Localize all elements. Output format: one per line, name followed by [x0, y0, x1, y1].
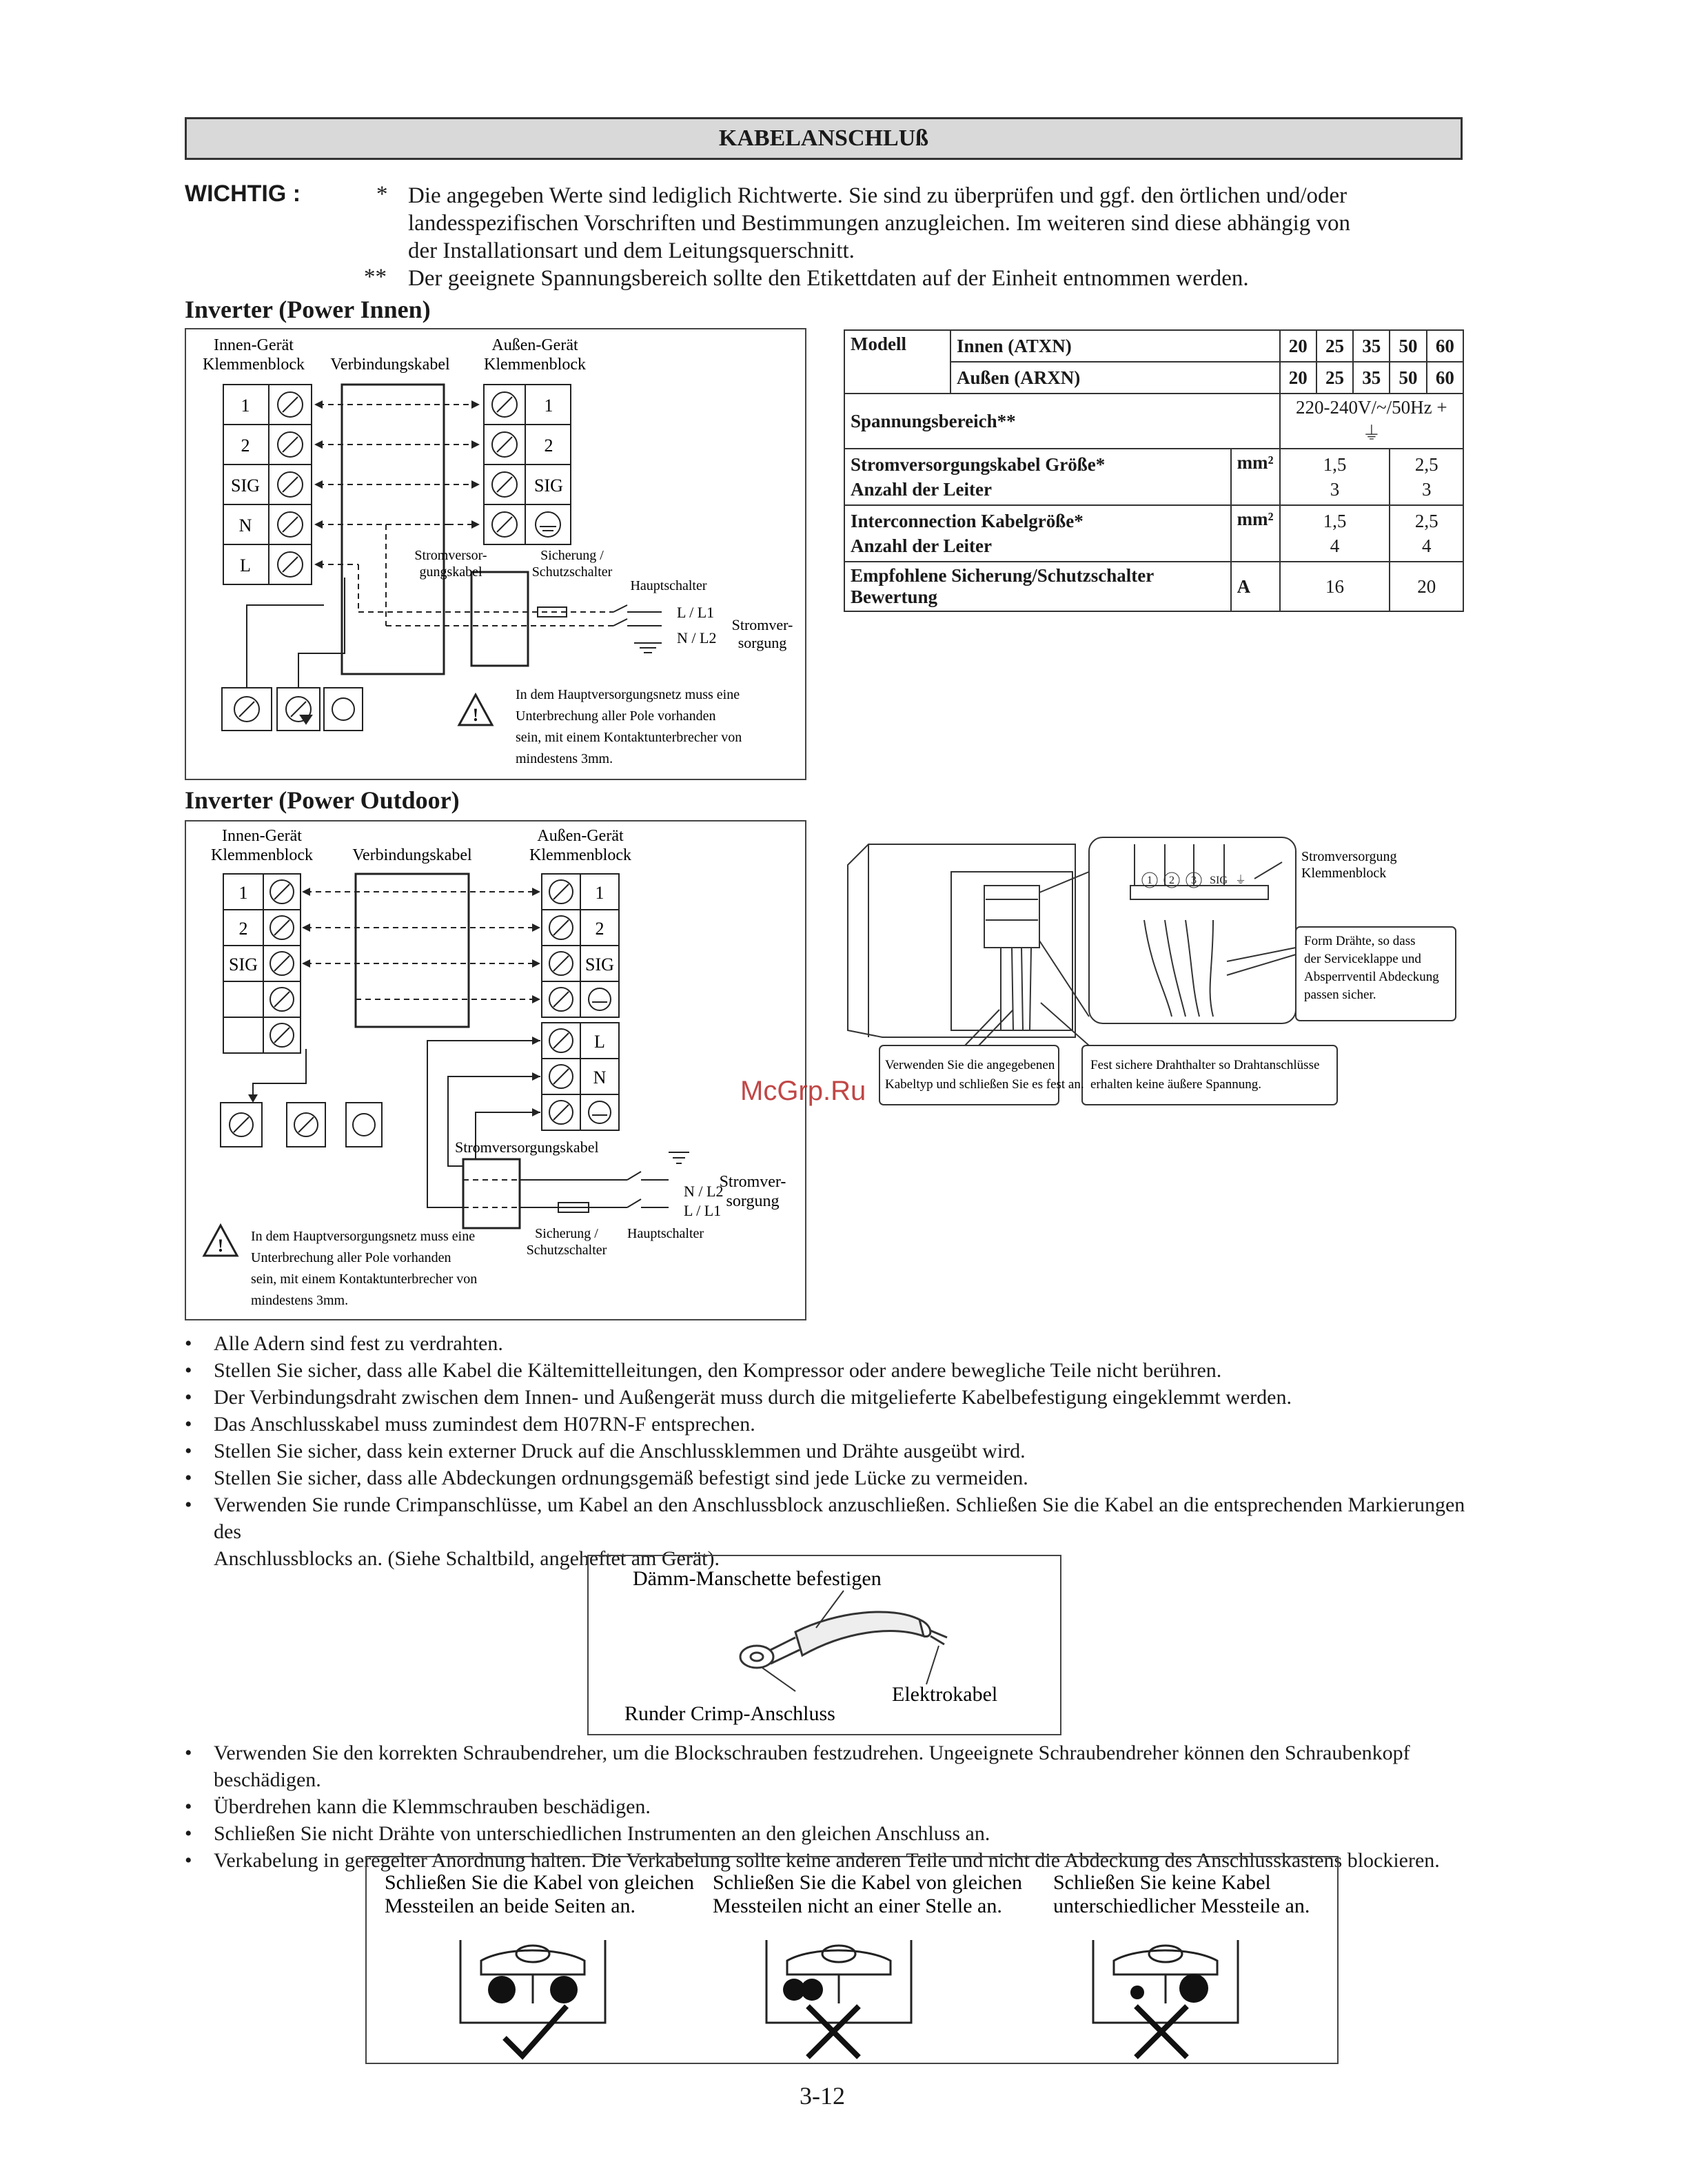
- photo-tag-3: 3: [1191, 875, 1197, 886]
- terminal-l-label: L: [240, 555, 251, 575]
- fuse-large: 20: [1390, 562, 1463, 611]
- warning-icon: !: [472, 705, 479, 725]
- power-unit: mm²: [1231, 449, 1280, 505]
- power-cable-label: Stromversor-gungskabel: [414, 548, 487, 580]
- out-size-25: 25: [1316, 362, 1353, 394]
- indoor-row-label: Innen (ATXN): [950, 330, 1280, 362]
- crimp-sleeve-label: Dämm-Manschette befestigen: [633, 1567, 882, 1590]
- watermark: McGrp.Ru: [740, 1076, 866, 1106]
- inter-size-label: Interconnection Kabelgröße*: [851, 511, 1084, 531]
- bullet-crimp-line2: Anschlussblocks an. (Siehe Schaltbild, angeheftet am Gerät).: [214, 1547, 720, 1570]
- terminal-n-label: N: [238, 516, 252, 535]
- out-terminal-2-label: 2: [544, 436, 553, 456]
- o-power-l: L: [594, 1032, 605, 1052]
- photo-tag-1: 1: [1147, 875, 1152, 886]
- note1-line3: der Installationsart und dem Leitungsquerschnitt.: [408, 238, 855, 263]
- o-n-l2-label: N / L2: [684, 1183, 724, 1200]
- crimp-cable-label: Elektrokabel: [892, 1683, 998, 1706]
- size-60: 60: [1427, 330, 1463, 362]
- main-switch-label: Hauptschalter: [630, 578, 707, 593]
- note1-mark: *: [376, 182, 388, 207]
- power-cable-row-label: [844, 449, 1231, 505]
- list-item: • Verkabelung in geregelter Anordnung halten. Die Verkabelung sollte keine anderen Teile und nicht die Abdeckung des Anschlusskastens blockieren.: [185, 1847, 1467, 1874]
- crimp-illustration: [587, 1555, 1061, 1735]
- power-supply-label: Stromver-sorgung: [731, 616, 793, 651]
- outdoor-wiring-svg: [186, 821, 805, 1319]
- power-large-values: [1390, 449, 1463, 505]
- bullet-crimp-line1: Verwenden Sie runde Crimpanschlüsse, um Kabel an den Anschlussblock anzuschließen. Schließen Sie die Kabel an die entsprechenden Markierungen des: [214, 1493, 1465, 1543]
- list-item: • Überdrehen kann die Klemmschrauben beschädigen.: [185, 1793, 1467, 1820]
- list-item: • Stellen Sie sicher, dass kein externer Druck auf die Anschlussklemmen und Drähte ausgeübt wird.: [185, 1438, 1467, 1464]
- compare-3-line1: Schließen Sie keine Kabel: [1053, 1871, 1271, 1894]
- outdoor-block-label: Außen-Gerät Klemmenblock: [484, 336, 586, 374]
- o-main-switch-label: Hauptschalter: [627, 1226, 704, 1241]
- o-terminal-sig: SIG: [229, 955, 258, 974]
- o-out-terminal-sig: SIG: [585, 955, 614, 974]
- inter-small-values: [1280, 505, 1390, 562]
- size-35: 35: [1353, 330, 1390, 362]
- size-25: 25: [1316, 330, 1353, 362]
- voltage-label: Spannungsbereich**: [844, 394, 1280, 449]
- page-number: 3-12: [800, 2082, 845, 2110]
- compare-2-line2: Messteilen nicht an einer Stelle an.: [713, 1895, 1002, 1917]
- photo-callout-use: Verwenden Sie die angegebenen Kabeltyp und schließen Sie es fest an.: [885, 1058, 1084, 1092]
- compare-1-line2: Messteilen an beide Seiten an.: [385, 1895, 636, 1917]
- list-item: • Schließen Sie nicht Drähte von unterschiedlichen Instrumenten an den gleichen Anschluss an.: [185, 1820, 1467, 1847]
- photo-tag-sig: SIG: [1210, 875, 1228, 886]
- bullet-text: Das Anschlusskabel muss zumindest dem H07RN-F entsprechen.: [214, 1413, 755, 1436]
- terminal-2-label: 2: [241, 436, 250, 456]
- bullet-text: Alle Adern sind fest zu verdrahten.: [214, 1332, 503, 1355]
- connection-comparison: [365, 1856, 1339, 2064]
- out-size-50: 50: [1390, 362, 1426, 394]
- power-cable-large: 2,5: [1414, 454, 1438, 475]
- bullet-list-1: [185, 1330, 1467, 1572]
- outdoor-warning-text: In dem Hauptversorgungsnetz muss eine Unterbrechung aller Pole vorhanden sein, mit einem Kontaktunterbrecher von mindestens 3mm.: [251, 1229, 478, 1308]
- spec-table: [844, 329, 1464, 612]
- out-connecting-cable-label: Verbindungskabel: [352, 846, 472, 864]
- power-cable-size-label: Stromversorgungskabel Größe*: [851, 454, 1106, 475]
- inter-leiter-large: 4: [1421, 535, 1432, 556]
- check-icon: [505, 2006, 567, 2056]
- bullet-text: Schließen Sie nicht Drähte von unterschiedlichen Instrumenten an den gleichen Anschluss an.: [214, 1822, 990, 1845]
- important-label: WICHTIG :: [185, 181, 301, 207]
- size-50: 50: [1390, 330, 1426, 362]
- photo-tag-earth: ⏚: [1234, 875, 1247, 886]
- section-title: KABELANSCHLUß: [185, 117, 1463, 160]
- unit-photo-illustration: [841, 830, 1465, 1120]
- cross-icon: [1136, 2006, 1187, 2057]
- inter-large-values: [1390, 505, 1463, 562]
- list-item: • Stellen Sie sicher, dass alle Abdeckungen ordnungsgemäß befestigt sind jede Lücke zu vermeiden.: [185, 1464, 1467, 1491]
- bullet-text: Überdrehen kann die Klemmschrauben beschädigen.: [214, 1795, 651, 1818]
- list-item: • Der Verbindungsdraht zwischen dem Innen- und Außengerät muss durch die mitgelieferte Kabelbefestigung eingeklemmt werden.: [185, 1384, 1467, 1411]
- indoor-block-label: Innen-Gerät Klemmenblock: [203, 336, 305, 374]
- note1-line1: Die angegeben Werte sind lediglich Richtwerte. Sie sind zu überprüfen und ggf. den örtlichen und/oder: [408, 183, 1348, 208]
- bullet-text: Stellen Sie sicher, dass alle Abdeckungen ordnungsgemäß befestigt sind jede Lücke zu vermeiden.: [214, 1467, 1028, 1489]
- bullet-list-2: [185, 1739, 1467, 1874]
- n-l2-label: N / L2: [677, 629, 717, 646]
- outdoor-wiring-diagram: [185, 820, 806, 1320]
- out-size-20: 20: [1280, 362, 1316, 394]
- o-fuse-label: Sicherung / Schutzschalter: [526, 1226, 607, 1258]
- comparison-svg: [367, 1857, 1337, 2063]
- outdoor-section-heading: Inverter (Power Outdoor): [185, 786, 460, 814]
- o-out-terminal-2: 2: [595, 919, 604, 939]
- compare-3-line2: unterschiedlicher Messteile an.: [1053, 1895, 1310, 1917]
- o-terminal-2: 2: [238, 919, 248, 939]
- o-power-supply-label: Stromver-sorgung: [719, 1173, 786, 1210]
- note2-line1: Der geeignete Spannungsbereich sollte den Etikettdaten auf der Einheit entnommen werden.: [408, 266, 1249, 291]
- outdoor-row-label: Außen (ARXN): [950, 362, 1280, 394]
- out-indoor-block-label: Innen-Gerät Klemmenblock: [211, 827, 313, 864]
- l-l1-label: L / L1: [677, 604, 715, 621]
- bullet-text: Verkabelung in geregelter Anordnung halten. Die Verkabelung sollte keine anderen Teile und nicht die Abdeckung des Anschlusskastens blockieren.: [214, 1849, 1440, 1872]
- o-l-l1-label: L / L1: [684, 1202, 722, 1219]
- list-item: • Alle Adern sind fest zu verdrahten.: [185, 1330, 1467, 1357]
- power-small-values: [1280, 449, 1390, 505]
- wire-right: [550, 1976, 578, 2003]
- bullet-text: Verwenden Sie den korrekten Schraubendreher, um die Blockschrauben festzudrehen. Ungeeignete Schraubendreher können den Schraubenkopf beschädigen.: [214, 1742, 1410, 1791]
- model-header: Modell: [844, 330, 950, 394]
- inter-row-label: [844, 505, 1231, 562]
- list-item: • Verwenden Sie den korrekten Schraubendreher, um die Blockschrauben festzudrehen. Ungeeignete Schraubendreher können den Schraubenkopf beschädigen.: [185, 1739, 1467, 1793]
- fuse-row-label: Empfohlene Sicherung/Schutzschalter Bewertung: [844, 562, 1231, 611]
- list-item: • Verwenden Sie runde Crimpanschlüsse, um Kabel an den Anschlussblock anzuschließen. Schließen Sie die Kabel an die entsprechenden Markierungen des Anschlussblocks an. (Siehe Schaltbild, angeheftet am Gerät).: [185, 1491, 1467, 1572]
- photo-callout-block: Stromversorgung Klemmenblock: [1301, 849, 1397, 881]
- o-power-n: N: [593, 1068, 607, 1088]
- wire-large: [1179, 1974, 1208, 2003]
- bullet-text: Stellen Sie sicher, dass kein externer Druck auf die Anschlussklemmen und Drähte ausgeübt wird.: [214, 1440, 1026, 1462]
- inter-leiter-label: Anzahl der Leiter: [851, 535, 992, 556]
- note1-line2: landesspezifischen Vorschriften und Bestimmungen anzugleichen. Im weiteren sind diese abhängig von: [408, 211, 1351, 236]
- power-leiter-small: 3: [1330, 479, 1340, 500]
- indoor-wiring-svg: [186, 329, 805, 779]
- inter-small: 1,5: [1323, 511, 1347, 531]
- out-outdoor-block-label: Außen-Gerät Klemmenblock: [529, 827, 631, 864]
- wire-left: [488, 1976, 516, 2003]
- wire-small: [1130, 1986, 1144, 1999]
- crimp-svg: [589, 1556, 1060, 1734]
- out-terminal-sig-label: SIG: [534, 476, 563, 496]
- power-cable-small: 1,5: [1323, 454, 1347, 475]
- out-terminal-1-label: 1: [544, 396, 553, 416]
- terminal-sig-label: SIG: [231, 476, 260, 496]
- compare-1-line1: Schließen Sie die Kabel von gleichen: [385, 1871, 695, 1894]
- fuse-unit: A: [1231, 562, 1280, 611]
- terminal-1-label: 1: [241, 396, 250, 416]
- indoor-warning-text: In dem Hauptversorgungsnetz muss eine Unterbrechung aller Pole vorhanden sein, mit einem Kontaktunterbrecher von mindestens 3mm.: [516, 687, 742, 766]
- photo-callout-fix: Fest sichere Drahthalter so Drahtanschlüsse erhalten keine äußere Spannung.: [1090, 1058, 1320, 1092]
- voltage-value: 220-240V/~/50Hz + ⏚: [1280, 394, 1463, 449]
- o-terminal-1: 1: [238, 883, 248, 903]
- outdoor-warning-icon: !: [217, 1236, 224, 1256]
- inter-large: 2,5: [1414, 511, 1438, 531]
- o-out-terminal-1: 1: [595, 883, 604, 903]
- cross-icon: [808, 2006, 859, 2057]
- list-item: • Stellen Sie sicher, dass alle Kabel die Kältemittelleitungen, den Kompressor oder andere bewegliche Teile nicht berühren.: [185, 1357, 1467, 1384]
- connecting-cable-label: Verbindungskabel: [330, 356, 450, 374]
- note2-mark: **: [364, 265, 387, 289]
- compare-2-line1: Schließen Sie die Kabel von gleichen: [713, 1871, 1023, 1894]
- list-item: • Das Anschlusskabel muss zumindest dem H07RN-F entsprechen.: [185, 1411, 1467, 1438]
- indoor-section-heading: Inverter (Power Innen): [185, 296, 431, 323]
- inter-leiter-small: 4: [1330, 535, 1340, 556]
- indoor-wiring-diagram: [185, 328, 806, 780]
- out-size-35: 35: [1353, 362, 1390, 394]
- photo-tag-2: 2: [1169, 875, 1175, 886]
- size-20: 20: [1280, 330, 1316, 362]
- power-leiter-large: 3: [1421, 479, 1432, 500]
- out-size-60: 60: [1427, 362, 1463, 394]
- wire-b: [801, 1979, 823, 2001]
- crimp-terminal-label: Runder Crimp-Anschluss: [624, 1702, 835, 1725]
- power-leiter-label: Anzahl der Leiter: [851, 479, 992, 500]
- fuse-small: 16: [1280, 562, 1390, 611]
- unit-photo-svg: [841, 830, 1465, 1120]
- inter-unit: mm²: [1231, 505, 1280, 562]
- bullet-text: Der Verbindungsdraht zwischen dem Innen- und Außengerät muss durch die mitgelieferte Kabelbefestigung eingeklemmt werden.: [214, 1386, 1292, 1409]
- bullet-text: Stellen Sie sicher, dass alle Kabel die Kältemittelleitungen, den Kompressor oder andere bewegliche Teile nicht berühren.: [214, 1359, 1222, 1382]
- photo-callout-form: Form Drähte, so dass der Serviceklappe und Absperrventil Abdeckung passen sicher.: [1304, 934, 1439, 1002]
- o-power-cable-label: Stromversorgungskabel: [455, 1139, 599, 1156]
- fuse-label: Sicherung / Schutzschalter: [531, 548, 613, 580]
